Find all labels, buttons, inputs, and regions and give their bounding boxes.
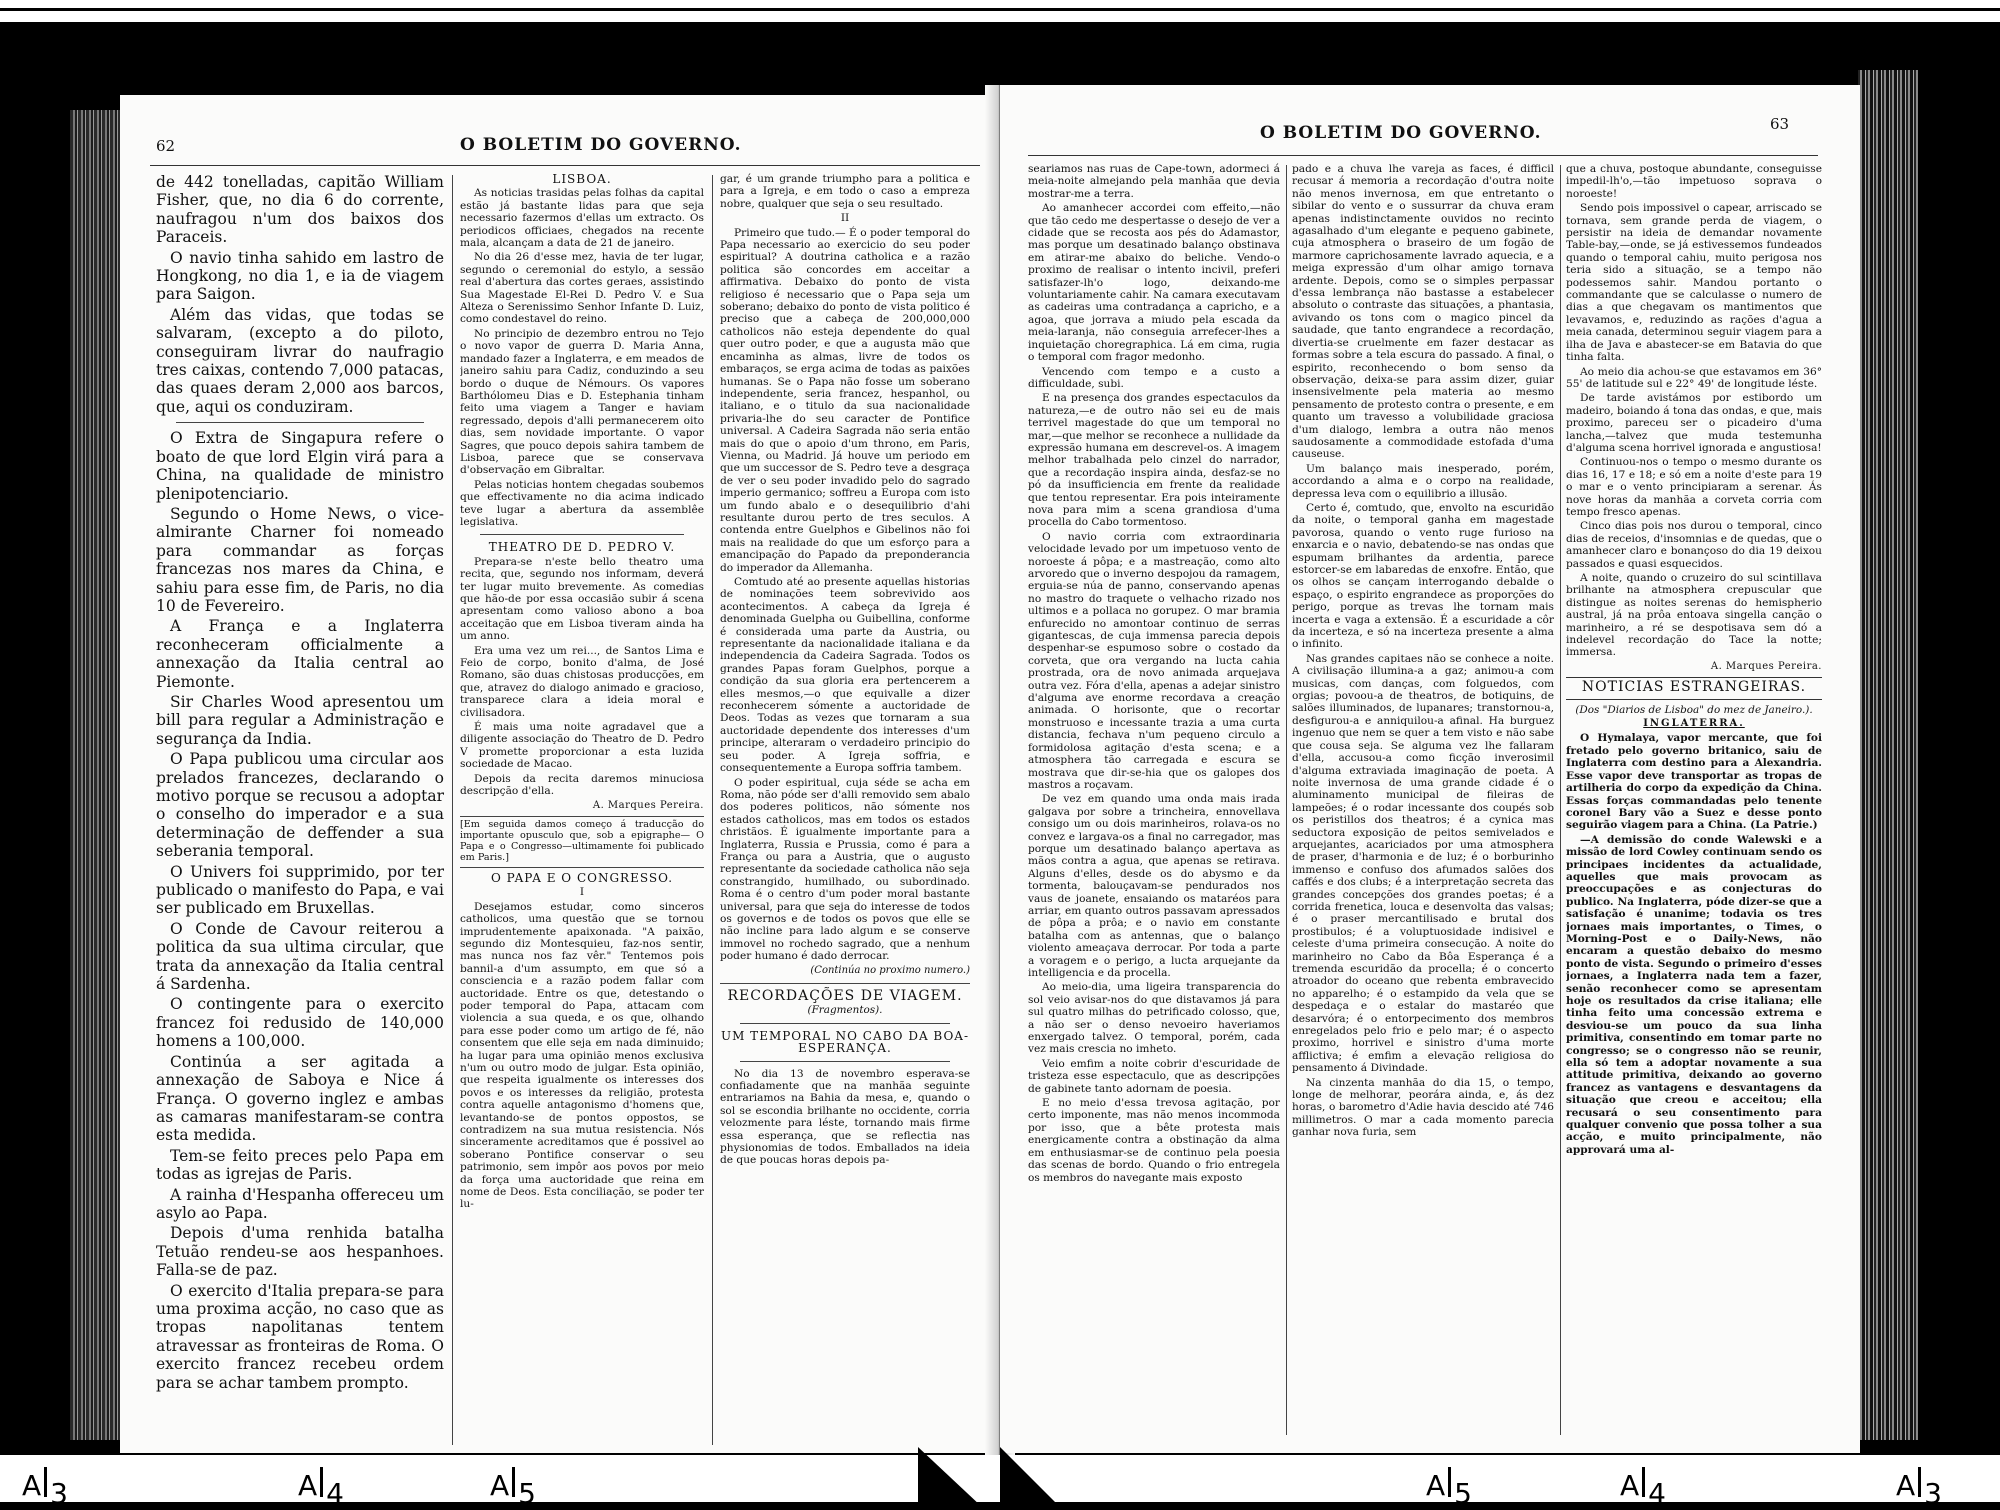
temporal-paragraph: E no meio d'essa trevosa agitação, por certo imponente, mas não menos incommoda por isso, que a bête protesta mais energicamente contra a obstinação da alma em enthusiasmar-se de continuo pela poesia das scenas de bordo. Quando o frio entregela os membros do navegante mais exposto xyxy=(1028,1097,1280,1184)
scan-marker: A 3 xyxy=(22,1469,68,1510)
temporal-paragraph: De vez em quando uma onda mais irada galgava por sobre a trincheira, ennovellava consigo um ou dois marinheiros, rolava-os no convez e largava-os a final no carregador, mas porque um desatinado balanço apertava as mãos contra a agua, que apenas se retirava. Alguns d'elles, desde os do abysmo e da tormenta, balouçavam-se pendurados nos vaus de joanete, ensaiando os mataréos para arriar, em quanto outros passavam apressados de pôpa a prôa; e o navio em constante batalha com as antennas, que o balanço violento ameaçava derrocar. Por toda a parte a voragem e o perigo, a lucta arquejante da intelligencia e da procella. xyxy=(1028,793,1280,979)
divider xyxy=(176,422,424,423)
header-rule-left xyxy=(150,165,980,166)
papa-paragraph: Comtudo até ao presente aquellas historias de nominações teem sobrevivido aos acontecimentos. A cabeça da Igreja é denominada Guelpha ou Guibellina, conforme é considerada uma parte da Austria, ou representante da nacionalidade italiana e da independencia da Cadeira Sagrada. Todos os grandes Papas foram Guelphos, porque a condição da sua gloria era pertencerem a elles mesmos,—o que equivalle a dizer reconhecerem sómente a auctoridade de Deos. Todas as vezes que tornaram a sua auctoridade dependente dos interesses d'um principe, alteraram o verdadeiro principio do seu poder. A Igreja soffria, e consequentemente a Europa soffria tambem. xyxy=(720,576,970,775)
news-paragraph: O Univers foi supprimido, por ter publicado o manifesto do Papa, e vai ser publicado em Bruxellas. xyxy=(156,862,444,918)
lisboa-title: LISBOA. xyxy=(552,173,612,186)
left-page xyxy=(120,95,1000,1453)
noticias-title: NOTICIAS ESTRANGEIRAS. xyxy=(1581,679,1807,696)
temporal-paragraph: que a chuva, postoque abundante, conseguisse impedil-lh'o,—tão impetuoso soprava o noroeste! xyxy=(1566,163,1822,200)
noticias-heading-box xyxy=(1566,677,1822,699)
translation-note xyxy=(460,816,704,868)
temporal-paragraph: Continuou-nos o tempo o mesmo durante os dias 16, 17 e 18; e só em a noite d'este para 19 o mar e o vento principiaram a serenar. Ás nove horas da manhãa a corveta corria com tempo fresco apenas. xyxy=(1566,456,1822,518)
temporal-paragraph: Vencendo com tempo e a custo a difficuldade, subi. xyxy=(1028,365,1280,390)
papa-paragraph: Desejamos estudar, como sinceros catholicos, uma questão que se tornou imprudentemente apaixonada. "A paixão, segundo diz Montesquieu, faz-nos sentir, mas nunca nos faz vêr." Tentemos pois bannil-a d'um assumpto, em que só a consciencia e a razão podem fallar com auctoridade. Entre os que, detestando o poder temporal do Papa, attacam com violencia a sua queda, e os que, olhando para esse poder como um artigo de fé, não consentem que elle seja em nada diminuido; ha lugar para uma opinião menos exclusiva n'um ou outro modo de julgar. Esta opinião, que respeita igualmente os interesses dos povos e os interesses da religião, protesta contra aquelle antagonismo d'homens que, levantando-se de pontos oppostos, se contradizem na sua mutua resistencia. Nós sinceramente acreditamos que é possivel ao soberano Pontifice conservar o seu patrimonio, sem impôr aos povos por meio da força uma auctoridade que reina em nome de Deos. Esta conciliação, se poder ter lu- xyxy=(460,900,704,1211)
book-edge-right xyxy=(1858,70,1918,1440)
papa-paragraph: O poder espiritual, cuja séde se acha em Roma, não póde ser d'alli removido sem abalo dos poderes politicos, não sómente nos estados catholicos, mas em todos os estados christãos. É igualmente importante para a Inglaterra, Russia e Prussia, como é para a França ou para a Austria, que o augusto representante da sociedade catholica não seja constrangido, humilhado, ou subordinado. Roma é o centro d'um poder moral bastante universal, para que seja do interesse de todos os governos e de todos os povos que elle se não incline para lado algum e se conserve immovel no rochedo sagrado, que a nenhum poder humano é dado derrocar. xyxy=(720,776,970,963)
right-col-2 xyxy=(1292,163,1554,1435)
continua-note: (Continúa no proximo numero.) xyxy=(810,964,970,976)
scan-marker: A 4 xyxy=(1620,1469,1666,1510)
lisboa-paragraph: No principio de dezembro entrou no Tejo o novo vapor de guerra D. Maria Anna, mandado fazer a Inglaterra, e em meados de janeiro sahiu para Cadiz, conduzindo a seu bordo o duque de Némours. Os vapores Barthólomeu Dias e D. Estephania tinham feito uma viagem a Tanger e haviam regressado, depois d'alli permanecerem oito dias, sem novidade importante. O vapor Sagres, que pouco depois sahira tambem de Lisboa, parece que se conservava d'observação em Gibraltar. xyxy=(460,327,704,477)
scanner-top-edge xyxy=(0,0,2000,22)
lisboa-paragraph: As noticias trasidas pelas folhas da capital estão já bastante lidas para que seja necessario fazermos d'ellas um extracto. Os periodicos officiaes, chegados na recente mala, alcançam a data de 21 de janeiro. xyxy=(460,187,704,250)
temporal-paragraph: E na presença dos grandes espectaculos da natureza,—e de outro não sei eu de mais terrivel magestade do que um temporal no mar,—que melhor se reconhece a nullidade da expressão humana em descrevel-os. A imagem melhor trabalhada pelo cinzel do narrador, que a recordação inspira ainda, desfaz-se no pó da insufficiencia em frente da realidade que tentou representar. Era pois inteiramente nova para mim a scena grandiosa d'uma procella do Cabo tormentoso. xyxy=(1028,392,1280,529)
inglaterra-heading: INGLATERRA. xyxy=(1643,718,1745,730)
recordacoes-subtitle: (Fragmentos). xyxy=(807,1004,883,1017)
news-paragraph: Segundo o Home News, o vice-almirante Charner foi nomeado para commandar as forças francezas nos mares da China, e sahiu para esse fim, de Paris, no dia 10 de Fevereiro. xyxy=(156,504,444,615)
right-page xyxy=(1000,85,1860,1453)
marker-number: 3 xyxy=(1924,1477,1942,1510)
scan-marker: A 5 xyxy=(490,1469,536,1510)
marker-number: 5 xyxy=(518,1477,536,1510)
marker-bar xyxy=(512,1467,515,1497)
section-numeral: I xyxy=(579,886,585,899)
right-col-3 xyxy=(1566,163,1822,1435)
news-paragraph: O Conde de Cavour reiterou a politica da sua ultima circular, que trata da annexação da Italia central á Sardenha. xyxy=(156,919,444,994)
marker-bar xyxy=(44,1467,47,1497)
left-col-3 xyxy=(720,173,970,1435)
news-paragraph: Depois d'uma renhida batalha Tetuão rendeu-se aos hespanhoes. Falla-se de paz. xyxy=(156,1224,444,1280)
temporal-paragraph: Nas grandes capitaes não se conhece a noite. A civilisação illumina-a a gaz; animou-a com musicas, com danças, com folguedos, com orgias; povoou-a de theatros, de botiquins, de salões illuminados, de lupanares; transtornou-a, desfigurou-a e anniquilou-a afinal. Ha burguez ingenuo que nem se quer a tem visto e não sabe que cousa seja. Se alguma vez lhe fallaram d'ella, accusou-a como ficção inverosimil d'alguma extraviada imaginação de poeta. A noite invernosa de uma grande cidade é o aluminamento municipal de fileiras de lampeões; é o rodar incessante dos coupés sob os peristillos dos theatros; é a cynica mas seductora exposição de peitos semivelados e arquejantes, acariciados por uma atmosphera de praser, d'harmonia e de luz; é o borburinho immenso e confuso dos afumados salões dos caffés e dos clubs; é a interpretação secreta das grandes concepções dos grandes poetas; é a corrida frenetica, louca e desenvolta das valsas; é o praser mercantilisado e brutal dos prostibulos; é a voluptuosidade indisivel e celeste d'uma primeira consecução. A noite do marinheiro no Cabo da Bôa Esperança é a tremenda escuridão da procella; é o concerto atroador do oceano que rebenta embravecido no apparelho; é o estampido da vela que se despedaça e o estalar do mastaréo que desarvóra; é o entorpecimento dos membros enregelados pelo frio e pelo mar; é o aspecto proximo, horrivel e sinistro d'uma morte afflictiva; é emfim a elevação religiosa do pensamento á Divindade. xyxy=(1292,652,1554,1075)
theatro-paragraph: Era uma vez um rei..., de Santos Lima e Feio de corpo, bonito d'alma, de José Romano, são duas chistosas producções, em que, atravez do dialogo animado e gracioso, transparece clara a ideia moral e civilisadora. xyxy=(460,644,704,719)
lisboa-paragraph: Pelas noticias hontem chegadas soubemos que effectivamente no dia acima indicado teve lugar a abertura da assemblêe legislativa. xyxy=(460,478,704,528)
temporal-paragraph: Veio emfim a noite cobrir d'escuridade de tristeza esse espectaculo, que as descripções de gabinete tanto adornam de poesia. xyxy=(1028,1057,1280,1095)
divider xyxy=(480,534,684,535)
papa-title: O PAPA E O CONGRESSO. xyxy=(490,870,674,885)
right-col-1 xyxy=(1028,163,1280,1435)
left-col-1 xyxy=(156,173,444,1435)
theatro-paragraph: Prepara-se n'este bello theatro uma recita, que, segundo nos informam, deverá ter lugar muito brevemente. As comedias que hão-de por essa occasião subir á scena apresentam como valioso abono a boa acceitação que em Lisboa tiveram ainda ha um anno. xyxy=(460,555,704,643)
noticias-paragraph: —A demissão do conde Walewski e a missão de lord Cowley continuam sendo os principaes incidentes da actualidade, aquelles que mais provocam as preoccupações e as conjecturas do publico. Na Inglaterra, póde dizer-se que a satisfação é unanime; todavia os tres jornaes mais importantes, o Times, o Morning-Post e o Daily-News, não encaram a questão debaixo do mesmo ponto de vista. Segundo o primeiro d'esses jornaes, a Inglaterra nada tem a fazer, senão reconhecer como se apresentam hoje os resultados da crise italiana; elle tinha feito uma concessão extrema e desviou-se um pouco da sua linha primitiva, consentindo em tomar parte no congresso; se o congresso não se reunir, ella só tem a adoptar novamente a sua attitude primitiva, deixando ao governo francez as vantagens e desvantagens da situação que creou e acceitou; ella recusará o seu consentimento para qualquer convenio que possa tolher a sua acção, e muito principalmente, não approvará uma al- xyxy=(1566,833,1822,1156)
marker-bar xyxy=(1642,1467,1645,1497)
temporal-paragraph: pado e a chuva lhe vareja as faces, é difficil recusar á memoria a recordação d'outra noite não menos invernosa, em que entretanto o sibilar do vento e o sussurrar da chuva eram apenas indistinctamente ouvidos no recinto agasalhado d'um elegante e pequeno gabinete, cuja atmosphera o braseiro de um fogão de marmore caprichosamente lavrado aquecia, e a meiga expressão d'um olhar amigo tornava ardente. Depois, como se o simples perpassar d'essa lembrança não bastasse a estabelecer absoluto o contraste das situações, a phantasia, avivando os tons com o magico pincel da saudade, que tanto engrandece a recordação, divertia-se cruelmente em fazer destacar as formas sobre a tela escura do passado. A final, o espirito, reconhecendo o bom senso da observação, deixa-se para assim dizer, guiar insensivelmente pela materia ao mesmo pensamento de protesto contra o presente, e em quanto um travesso a volubilidade graciosa d'um dialogo, lembra a outra não menos saudosamente a commodidade estofada d'uma causeuse. xyxy=(1292,163,1554,461)
news-paragraph: O Papa publicou uma circular aos prelados francezes, declarando o motivo porque se recusou a adoptar o conselho do imperador e a sua determinação de deffender a sua seberania temporal. xyxy=(156,750,444,861)
temporal-paragraph: seariamos nas ruas de Cape-town, adormeci á meia-noite almejando pela manhãa que devia mostrar-me a terra. xyxy=(1028,163,1280,200)
temporal-paragraph: Ao meio dia achou-se que estavamos em 36° 55' de latitude sul e 22° 49' de longitude léste. xyxy=(1566,365,1822,390)
marker-number: 3 xyxy=(50,1477,68,1510)
note-text: [Em seguida damos começo á traducção do importante opusculo que, sob a epigraphe— O Papa e o Congresso—ultimamente foi publicado em Paris.] xyxy=(460,818,704,863)
divider xyxy=(720,983,970,984)
scan-marker: A 4 xyxy=(298,1469,344,1510)
news-paragraph: A rainha d'Hespanha offereceu um asylo ao Papa. xyxy=(156,1185,444,1222)
noticias-subtitle: (Dos "Diarios de Lisboa" do mez de Janeiro.). xyxy=(1575,703,1813,716)
news-paragraph: O navio tinha sahido em lastro de Hongkong, no dia 1, e ia de viagem para Saigon. xyxy=(156,248,444,304)
divider xyxy=(740,1061,950,1062)
temporal-paragraph: A noite, quando o cruzeiro do sul scintillava brilhante na atmosphera crepuscular que distingue as noites serenas do hemispherio austral, já na prôa entoava singella canção o marinheiro, a ré se despotisava sem dó a indelevel recordação do Tace la notte; immersa. xyxy=(1566,572,1822,659)
temporal-paragraph: Certo é, comtudo, que, envolto na escuridão da noite, o temporal ganha em magestade pavorosa, quando o vento ruge furioso na enxarcia e o navio, debatendo-se nas ondas que espumam brilhantes da ardentia, parece estorcer-se em labaredas de enxofre. Então, que os olhos se cançam interrogando debalde o espaço, o espirito engrandece as proporções do perigo, porque as trevas lhe tornam mais incerta e vaga a extensão. É a escuridade a côr da incerteza, e só na incerteza presente a alma o infinito. xyxy=(1292,501,1554,651)
temporal-paragraph: Sendo pois impossivel o capear, arriscado se tornava, sem grande perda de viagem, o persistir na ideia de demandar novamente Table-bay,—onde, se já estivessemos fundeados quando o temporal cahiu, muito perigosa nos teria sido a situação, se a tempo não podessemos sahir. Mandou portanto o commandante que se calculasse o numero de dias a que chegavam os mantimentos que levavamos, e, reduzindo as rações d'agua a meia canada, determinou seguir viagem para a ilha de Java e abastecer-se em Batavia do que tinha falta. xyxy=(1566,202,1822,364)
news-paragraph: A França e a Inglaterra reconheceram officialmente a annexação da Italia central ao Piemonte. xyxy=(156,617,444,691)
theatro-paragraph: Depois da recita daremos minuciosa descripção d'ella. xyxy=(460,772,704,798)
temporal-paragraph: Na cinzenta manhãa do dia 15, o tempo, longe de melhorar, peorára ainda, e, ás dez horas, o barometro d'Adie havia descido até 746 millimetros. O mar a cada momento parecia ganhar nova furia, sem xyxy=(1292,1076,1554,1139)
section-numeral: II xyxy=(840,212,850,225)
running-head-right: O BOLETIM DO GOVERNO. xyxy=(1260,123,1542,143)
theatro-paragraph: É mais uma noite agradavel que a diligente associação do Theatro de D. Pedro V promette proporcionar a esta luzida sociedade de Macao. xyxy=(460,721,704,771)
scan-marker: A 3 xyxy=(1896,1469,1942,1510)
marker-number: 4 xyxy=(1648,1477,1666,1510)
news-paragraph: Tem-se feito preces pelo Papa em todas as igrejas de Paris. xyxy=(156,1146,444,1184)
page-number-right: 63 xyxy=(1770,115,1790,133)
papa-paragraph: gar, é um grande triumpho para a politica e para a Igreja, e em todo o caso a empreza nobre, qualquer que seja o seu resultado. xyxy=(720,173,970,210)
news-paragraph: Além das vidas, que todas se salvaram, (excepto a do piloto, conseguiram livrar do naufragio tres caixas, contendo 7,000 patacas, das quaes deram 2,000 aos barcos, que, aqui os conduziram. xyxy=(156,305,444,416)
divider xyxy=(740,1023,950,1024)
news-paragraph: Continúa a ser agitada a annexação de Saboya e Nice á França. O governo inglez e ambas as camaras manifestaram-se contra esta medida. xyxy=(156,1052,444,1145)
scan-marker: A 5 xyxy=(1426,1469,1472,1510)
column-rule xyxy=(452,175,453,1445)
temporal-title: UM TEMPORAL NO CABO DA BOA-ESPERANÇA. xyxy=(720,1028,970,1056)
top-edge-line xyxy=(0,8,2000,11)
temporal-paragraph: Ao amanhecer accordei com effeito,—não que tão cedo me despertasse o desejo de ver a cidade que se recosta aos pés do Adamastor, mas porque um desatinado balanço obstinava em atirar-me abaixo do beliche. Vendo-o proximo de realisar o intento incivil, preferi satisfazer-lh'o logo, deixando-me voluntariamente cahir. Na camara executavam as cadeiras uma contradança a capricho, e a agoa, que jorrava a miudo pela escada da meia-laranja, não conseguia arrefecer-lhes a inquietação choregraphica. Lá em cima, rugia o temporal com fragor medonho. xyxy=(1028,202,1280,364)
recordacoes-title: RECORDAÇÕES DE VIAGEM. xyxy=(727,988,963,1004)
papa-paragraph: Primeiro que tudo.— É o poder temporal do Papa necessario ao exercicio do seu poder espiritual? A doutrina catholica e a razão politica são concordes em acceitar a affirmativa. Debaixo do ponto de vista religioso é necessario que o Papa seja um soberano; debaixo do ponto de vista politico é preciso que a cabeça de 200,000,000 catholicos não esteja dependente do qual quer outro poder, e que a augusta mão que encaminha as almas, livre de todos os embaraços, se erga acima de todas as paixões humanas. Se o Papa não fosse um soberano independente, seria francez, hespanhol, ou italiano, e o titulo da sua nacionalidade privaria-lhe do seu caracter de Pontifice universal. A Cadeira Sagrada não seria então mais do que o apoio d'um throno, em Paris, Vienna, ou Madrid. Já houve um periodo em que um successor de S. Pedro teve a desgraça de ver o seu poder invadido pelo do sagrado imperio germanico; soffreu a Europa com isto um fundo abalo e o desequilibrio d'ahi resultante durou perto de tres seculos. A contenda entre Guelphos e Gibelinos não foi mais na realidade do que um esforço para a emancipação do Papado da preponderancia do imperador da Allemanha. xyxy=(720,226,970,574)
marker-number: 5 xyxy=(1454,1477,1472,1510)
news-paragraph: O Extra de Singapura refere o boato de que lord Elgin virá para a China, na qualidade de ministro plenipotenciario. xyxy=(156,429,444,503)
gutter-mark-left xyxy=(918,1447,982,1507)
book-edge-left xyxy=(70,110,120,1440)
lisboa-paragraph: No dia 26 d'esse mez, havia de ter lugar, segundo o ceremonial do estylo, a sessão real d'abertura das cortes geraes, assistindo Sua Magestade El-Rei D. Pedro V. e Sua Alteza o Serenissimo Senhor Infante D. Luiz, como condestavel do reino. xyxy=(460,251,704,326)
temporal-paragraph: Um balanço mais inesperado, porém, accordando a alma e o corpo na realidade, depressa leva com o equilibrio a illusão. xyxy=(1292,462,1554,500)
temporal-paragraph: Ao meio-dia, uma ligeira transparencia do sol veio avisar-nos do que distavamos já para sul quatro milhas do petrificado colosso, que, a não ser o denso nevoeiro haveriamos enxergado talvez. O temporal, porém, cada vez mais crescia no imheto. xyxy=(1028,981,1280,1056)
running-head-left: O BOLETIM DO GOVERNO. xyxy=(460,135,742,155)
news-paragraph: O exercito d'Italia prepara-se para uma proxima acção, no caso que as tropas napolitanas tentem atravessar as fronteiras de Roma. O exercito francez recebeu ordem para se achar tambem prompto. xyxy=(156,1281,444,1392)
marker-bar xyxy=(1448,1467,1451,1497)
column-rule xyxy=(1286,165,1287,1435)
temporal-paragraph: Cinco dias pois nos durou o temporal, cinco dias de receios, d'insomnias e de quedas, que o amanhecer claro e bonançoso do dia 19 deixou passados e quasi esquecidos. xyxy=(1566,520,1822,570)
signature: A. Marques Pereira. xyxy=(1710,660,1822,672)
left-col-2 xyxy=(460,173,704,1435)
news-paragraph: O contingente para o exercito francez foi redusido de 140,000 homens a 100,000. xyxy=(156,995,444,1051)
temporal-paragraph: No dia 13 de novembro esperava-se confiadamente que na manhãa seguinte entrariamos na Bahia da mesa, e, quando o sol se escondia brilhante no occidente, corria velozmente para léste, tornando mais firme essa esperança, que se reflectia nas physionomias de todos. Emballados na ideia de que poucas horas depois pa- xyxy=(720,1067,970,1167)
marker-bar xyxy=(320,1467,323,1497)
noticias-paragraph: O Hymalaya, vapor mercante, que foi fretado pelo governo britanico, saiu de Inglaterra com destino para a Alexandria. Esse vapor deve transportar as tropas de artilheria do corpo da expedição da China. Essas forças commandadas pelo tenente coronel Bary vão a Suez e desse ponto seguirão viagem para a China. (La Patrie.) xyxy=(1566,732,1822,832)
news-paragraph: Sir Charles Wood apresentou um bill para regular a Administração e segurança da India. xyxy=(156,692,444,748)
temporal-paragraph: De tarde avistámos por estibordo um madeiro, boiando á tona das ondas, e que, mais proximo, pareceu ser o picadeiro d'uma lancha,—talvez que muda testemunha d'alguma scena horrivel ignorada e angustiosa! xyxy=(1566,392,1822,454)
column-rule xyxy=(712,175,713,1445)
column-rule xyxy=(1560,165,1561,1435)
news-paragraph: de 442 tonelladas, capitão William Fisher, que, no dia 6 do corrente, naufragou n'um dos baixos dos Paraceis. xyxy=(156,173,444,247)
signature: A. Marques Pereira. xyxy=(592,799,704,811)
header-rule-right xyxy=(1028,155,1818,156)
marker-bar xyxy=(1918,1467,1921,1497)
marker-number: 4 xyxy=(326,1477,344,1510)
theatro-title: THEATRO DE D. PEDRO V. xyxy=(488,540,676,555)
temporal-paragraph: O navio corria com extraordinaria velocidade levado por um impetuoso vento de noroeste á pôpa; e a mastreação, como alto arvoredo que o inverno despojou da ramagem, erguia-se núa de panno, conservando apenas no mastro do traquete o velhacho rizado nos ultimos e a pollaca no gorupez. O mar bramia enfurecido no amontoar continuo de serras gigantescas, de cuja immensa parecia depois despenhar-se espumoso sobre o costado da corveta, que ora vergando na lucta cahia prostrada, ora de novo animada arquejava outra vez. Fóra d'ella, apenas a adejar sinistro d'alguma ave enorme recordava a creação animada. O horisonte, que o recortar monstruoso e incessante trazia a uma curta distancia, fechava n'um pequeno circulo a formidolosa agitação d'esta scena; e a atmosphera tão carregada e escura se mostrava que dir-se-hia que os galopes dos mastros a roçavam. xyxy=(1028,530,1280,791)
gutter-mark-right xyxy=(1000,1447,1060,1507)
page-number-left: 62 xyxy=(156,137,176,155)
